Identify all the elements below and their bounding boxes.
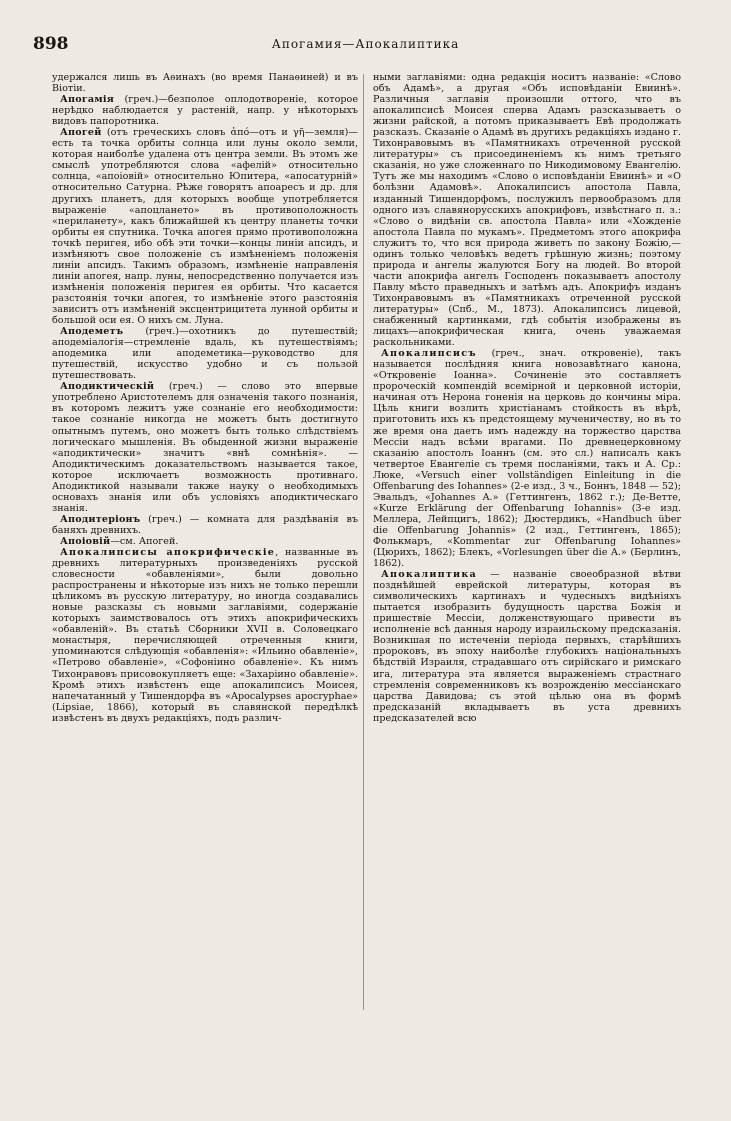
entry-text: (греч.)—охотникъ до путешествій; аподеміалогія—стремленіе вдаль, къ путешествіямъ; аподемика или аподеметика—руководство для путешествій, искусство удобно и съ пользой путешествовать. <box>52 326 358 382</box>
headword: Апокалипсисы апокрифическіе <box>60 547 276 559</box>
entry-text: (греч.) — комната для раздѣванія въ баняхъ древнихъ. <box>52 513 358 536</box>
entry-text: —см. Апогей. <box>110 535 179 547</box>
entry-apokalipsis <box>373 348 681 569</box>
column-divider <box>363 74 364 1010</box>
right-column <box>373 72 681 724</box>
entry-apoiovii <box>52 536 358 547</box>
entry-apokalipsisy-apokrificheskie <box>52 547 358 724</box>
continuation-paragraph: ными заглавіями: одна редакція носитъ названіе: «Слово объ Адамѣ», а другая «Объ исповѣданіи Евиинѣ». Различныя заглавія произошли оттого, что въ апокалипсисѣ Моисея сперва Адамъ разсказываетъ о жизни райской, а потомъ приказываетъ Евѣ продолжать разсказъ. Сказаніе о Адамѣ въ другихъ редакціяхъ издано г. Тихонравовымъ въ «Памятникахъ отреченной русской литературы» съ присоединеніемъ къ нимъ третьяго сказанія, но уже сложеннаго по Никодимовому Евангелію. Тутъ же мы находимъ «Слово о исповѣданіи Евиинѣ» и «О болѣзни Адамовѣ». Апокалипсисъ апостола Павла, изданный Тишендорфомъ, послужилъ первообразомъ для одного изъ славянорусскихъ апокрифовъ, извѣстнаго п. з.: «Слово о видѣніи св. апостола Павла» или «Хожденіе апостола Павла по мукамъ». Предметомъ этого апокрифа служитъ то, что вся природа живетъ по закону Божію,—одинъ только человѣкъ ведетъ грѣшную жизнь; поэтому природа и ангелы жалуются Богу на людей. Во второй части апокрифа ангелъ Господенъ показываетъ апостолу Павлу мѣсто праведныхъ и затѣмъ адъ. Апокрифъ изданъ Тихонравовымъ въ «Памятникахъ отреченной русской литературы» (Спб., М., 1873). Апокалипсисъ лицевой, снабженный картинками, гдѣ событія изображены въ лицахъ—апокрифическая книга, очень уважаемая раскольниками. <box>373 72 681 349</box>
page-number: 898 <box>33 34 69 54</box>
headword: Апогамія <box>60 94 114 106</box>
headword: Аподиктическій <box>60 381 155 393</box>
entry-text: (греч.) — слово это впервые употреблено Аристотелемъ для означенія такого познанія, въ которомъ лежитъ уже сознаніе его необходимости: такое сознаніе никогда не можетъ быть достигнуто опытнымъ путемъ, оно можетъ быть только слѣдствіемъ логическаго мышленія. Въ обыденной жизни выраженіе «аподиктически» значитъ «внѣ сомнѣнія». — Аподиктическимъ доказательствомъ называется такое, которое исключаетъ возможность противнаго. Аподиктикой называли также науку о необходимыхъ основахъ знанія или объ условіяхъ аподиктическаго знанія. <box>52 381 358 514</box>
entry-text: — названіе своеобразной вѣтви позднѣйшей еврейской литературы, которая въ символическихъ картинахъ и чудесныхъ видѣніяхъ пытается изобразить будущность царства Божія и пришествіе Мессіи, долженствующаго привести въ исполненіе всѣ данныя народу израильскому предсказанія. Возникшая по истеченіи періода первыхъ, старѣйшихъ пророковъ, въ эпоху наиболѣе глубокихъ національныхъ бѣдствій Израиля, страдавшаго отъ сирійскаго и римскаго ига, литература эта является выраженіемъ страстнаго стремленія современниковъ къ возрожденію мессіанскаго царства Давидова; съ этой цѣлью она въ формѣ предсказаній вкладываетъ въ уста древнихъ предсказателей всю <box>373 569 681 724</box>
entry-apogei <box>52 127 358 326</box>
headword: Апогей <box>60 127 102 139</box>
entry-text: (отъ греческихъ словъ ἀπό—отъ и γῆ—земля)—есть та точка орбиты солнца или луны около земли, которая наиболѣе удалена отъ центра земли. Въ этомъ же смыслѣ употребляются слова «афелій» относительно солнца, «апоіовій» относительно Юпитера, «апосатурній» относительно Сатурна. Рѣже говорятъ апоаресъ и др. для другихъ планетъ, для которыхъ вообще употребляется выраженіе «апоцлането» въ противоположность «периланету», какъ ближайшей къ центру планеты точки орбиты ея спутника. Точка апогея прямо противоположна точкѣ перигея, ибо обѣ эти точки—концы линіи апсидъ, и измѣняютъ свое положеніе съ измѣненіемъ положенія линіи апсидъ. Такимъ образомъ, измѣненіе направленія линіи апогея, напр. луны, непосредственно получается изъ измѣненія положенія перигея ея орбиты. Что касается разстоянія точки апогея, то измѣненіе этого разстоянія зависитъ отъ измѣненій эксцентрицитета лунной орбиты и большой оси ея. О нихъ см. Луна. <box>52 127 358 327</box>
entry-apokaliptika <box>373 569 681 724</box>
headword: Апокалипсисъ <box>381 348 477 360</box>
headword: Апокалиптика <box>381 569 477 581</box>
entry-apodikticheskii <box>52 381 358 514</box>
entry-apogamia <box>52 94 358 127</box>
entry-apodemet <box>52 326 358 381</box>
entry-text: , названные въ древнихъ литературныхъ произведеніяхъ русской словесности «обавленіями», были довольно распространены и нѣкоторые изъ нихъ не только перешли цѣликомъ въ русскую литературу, но иногда создавались новые разсказы съ новыми заглавіями, содержаніе которыхъ заимствовалось отъ этихъ апокрифическихъ «обавленій». Въ статьѣ Сборники XVII в. Соловецкаго монастыря, перечисляющей отреченныя книги, упоминаются слѣдующія «обавленія»: «Ильино обавленіе», «Петрово обавленіе», «Софоніино обавленіе». Къ нимъ Тихонравовъ присовокупляетъ еще: «Захаріино обавленіе». Кромѣ этихъ извѣстенъ еще апокалипсисъ Моисея, напечатанный у Тишендорфа въ «Apocalypses apocryphae» (Lipsiae, 1866), который въ славянской передѣлкѣ извѣстенъ въ двухъ редакціяхъ, подъ различ- <box>52 547 358 724</box>
headword: Аподеметъ <box>60 326 124 338</box>
entry-text: (греч.)—безполое оплодотвореніе, которое нерѣдко наблюдается у растеній, напр. у нѣкоторыхъ видовъ папоротника. <box>52 94 358 128</box>
running-head: Апогамия—Апокалиптика <box>271 37 460 51</box>
headword: Апоіовій <box>60 535 111 547</box>
entry-text: (греч., знач. откровеніе), такъ называется послѣдняя книга новозавѣтнаго канона, «Откровеніе Іоанна». Сочиненіе это составляетъ пророческій компендій всемірной и церковной исторіи, начиная отъ Нерона гоненія на церковь до кончины міра. Цѣль книги возлить христіанамъ стойкость въ вѣрѣ, приготовить ихъ къ предстоящему мученичеству, но въ то же время она даетъ имъ надежду на торжество царства Мессіи надъ всѣми врагами. По древнецерковному сказанію апостолъ Іоаннъ (см. это сл.) написалъ какъ четвертое Евангеліе съ тремя посланіями, такъ и А. Ср.: Люкe, «Versuch einer vollständigen Einleitung in die Offenbarung des Iohannes» (2-е изд., 3 ч., Боннъ, 1848 — 52); Эвальдъ, «Johannes A.» (Геттингенъ, 1862 г.); Де-Ветте, «Kurze Erklärung der Offenbarung Iohannis» (3-е изд. Меллера, Лейпцигъ, 1862); Дюстердикъ, «Handbuch über die Offenbarung Johannis» (2 изд., Геттингенъ, 1865); Фолькмаръ, «Kommentar zur Offenbarung Iohannes» (Цюрихъ, 1862); Блекъ, «Vorlesungen über die A.» (Берлинъ, 1862). <box>373 348 681 570</box>
headword: Аподитеріонъ <box>60 513 141 525</box>
continuation-paragraph: удержался лишь въ Аѳинахъ (во время Панаѳиней) и въ Віотіи. <box>52 72 358 95</box>
entry-apoditerion <box>52 514 358 536</box>
left-column <box>52 72 358 724</box>
